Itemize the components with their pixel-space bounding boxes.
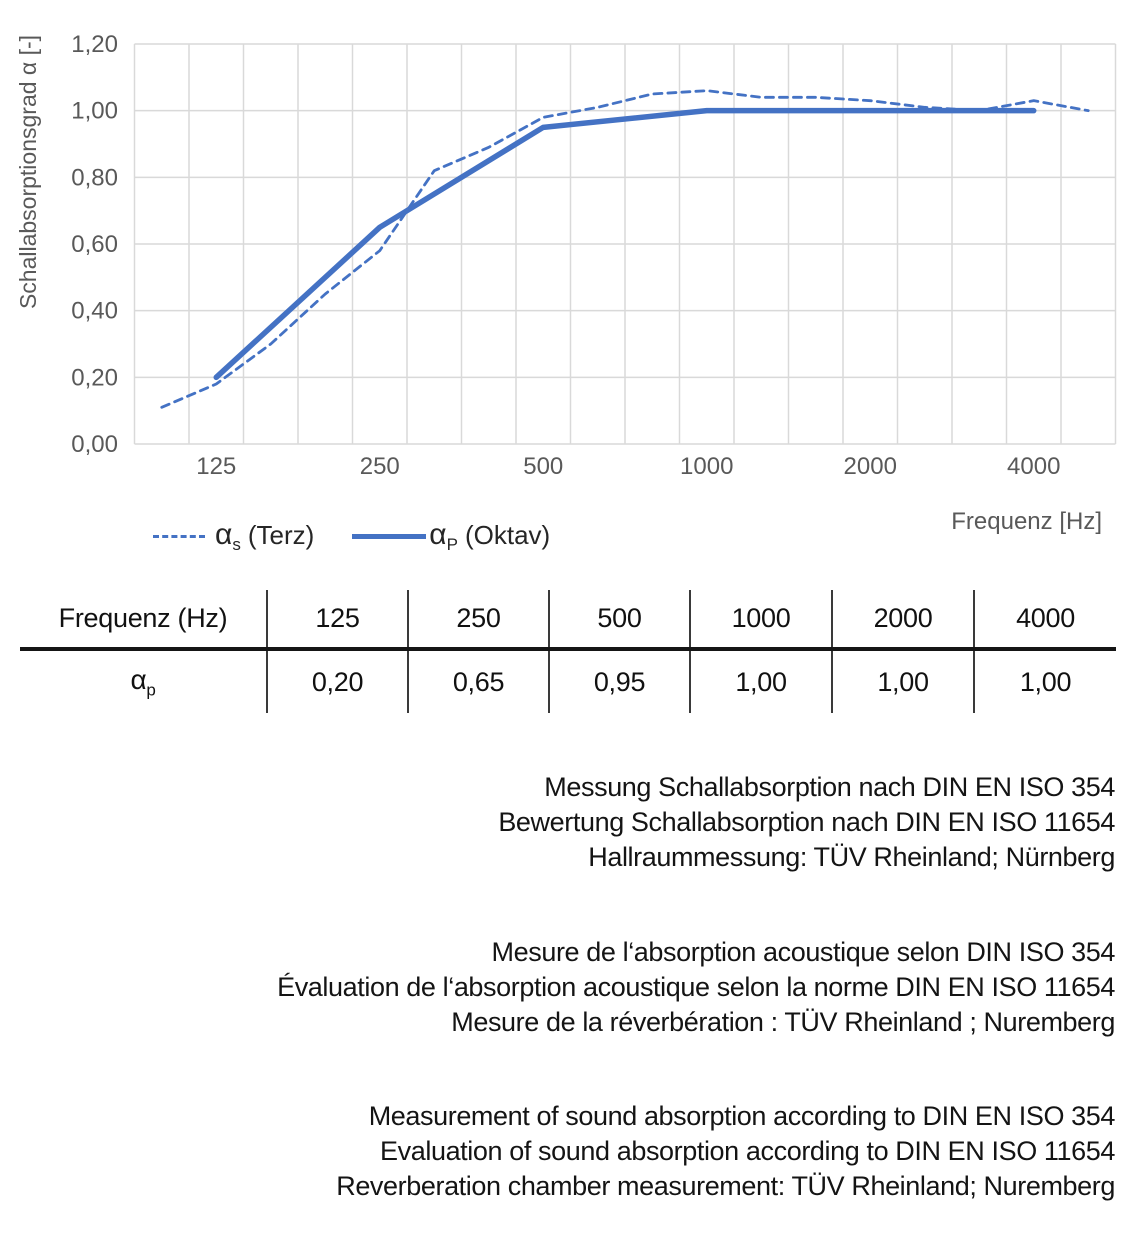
table-value-cell: 0,65 [408, 649, 549, 713]
table-value-cell: 0,95 [549, 649, 690, 713]
y-axis-tick-labels [71, 31, 118, 458]
alpha-symbol: α [429, 518, 447, 551]
alpha-symbol: α [130, 663, 147, 695]
note-line: Bewertung Schallabsorption nach DIN EN ISO 11654 [498, 807, 1115, 837]
note-line: Measurement of sound absorption according to DIN EN ISO 354 [368, 1101, 1115, 1131]
alpha-symbol: α [215, 518, 233, 551]
y-tick-label: 0,00 [71, 431, 118, 458]
y-tick-label: 1,00 [71, 97, 118, 125]
table-value-cell: 1,00 [690, 649, 832, 713]
legend-entry-oktav [352, 518, 550, 555]
table-row-label [20, 649, 267, 713]
table-header-row [20, 590, 1116, 649]
x-tick-label: 125 [196, 453, 237, 480]
table-header-cell: 500 [549, 590, 690, 649]
chart-legend [153, 518, 550, 555]
dashed-line-swatch-icon [153, 535, 205, 538]
table-value-row [20, 649, 1116, 713]
table-header-cell: 4000 [974, 590, 1116, 649]
solid-line-swatch-icon [352, 534, 426, 539]
legend-label-oktav [429, 518, 550, 555]
alpha-subscript: P [446, 535, 458, 555]
note-english [336, 1099, 1115, 1204]
x-tick-label: 2000 [843, 453, 897, 480]
x-tick-label: 250 [359, 453, 400, 480]
y-axis-title: Schallabsorptionsgrad α [-] [15, 34, 41, 310]
chart-plot-area [0, 0, 1135, 495]
table-value-cell: 1,00 [832, 649, 974, 713]
x-tick-label: 500 [523, 453, 564, 480]
note-line: Messung Schallabsorption nach DIN EN ISO 354 [544, 772, 1115, 802]
legend-text: (Terz) [247, 520, 315, 550]
note-line: Evaluation of sound absorption according to DIN EN ISO 11654 [380, 1136, 1115, 1166]
note-line: Hallraummessung: TÜV Rheinland; Nürnberg [588, 842, 1115, 872]
legend-text: (Oktav) [464, 520, 551, 550]
legend-entry-terz [153, 518, 314, 555]
absorption-chart [0, 0, 1135, 555]
table-header-cell: 125 [267, 590, 408, 649]
table-header-cell: 250 [408, 590, 549, 649]
table-header-cell: 1000 [690, 590, 832, 649]
y-tick-label: 0,40 [71, 297, 118, 325]
table-value-cell: 0,20 [267, 649, 408, 713]
y-tick-label: 0,20 [71, 364, 118, 392]
alpha-subscript: p [146, 680, 156, 700]
table-header-cell: Frequenz (Hz) [20, 590, 267, 649]
y-tick-label: 0,60 [71, 231, 118, 258]
y-tick-label: 1,20 [71, 31, 118, 58]
absorption-table [20, 590, 1116, 713]
note-line: Mesure de la réverbération : TÜV Rheinland ; Nuremberg [451, 1007, 1115, 1037]
x-axis-title: Frequenz [Hz] [951, 508, 1102, 535]
note-line: Évaluation de l‘absorption acoustique selon la norme DIN EN ISO 11654 [277, 972, 1115, 1002]
note-line: Mesure de l‘absorption acoustique selon DIN ISO 354 [491, 937, 1115, 967]
x-tick-label: 1000 [680, 453, 734, 480]
x-axis-tick-labels [196, 453, 1060, 480]
alpha-subscript: s [232, 535, 241, 555]
note-french [277, 935, 1115, 1040]
table-header-cell: 2000 [832, 590, 974, 649]
note-line: Reverberation chamber measurement: TÜV Rheinland; Nuremberg [336, 1171, 1115, 1201]
y-tick-label: 0,80 [71, 164, 118, 192]
chart-gridlines [135, 44, 1116, 444]
x-tick-label: 4000 [1007, 453, 1061, 480]
legend-label-terz [215, 518, 314, 555]
table-value-cell: 1,00 [1019, 666, 1072, 697]
note-german [498, 770, 1115, 875]
